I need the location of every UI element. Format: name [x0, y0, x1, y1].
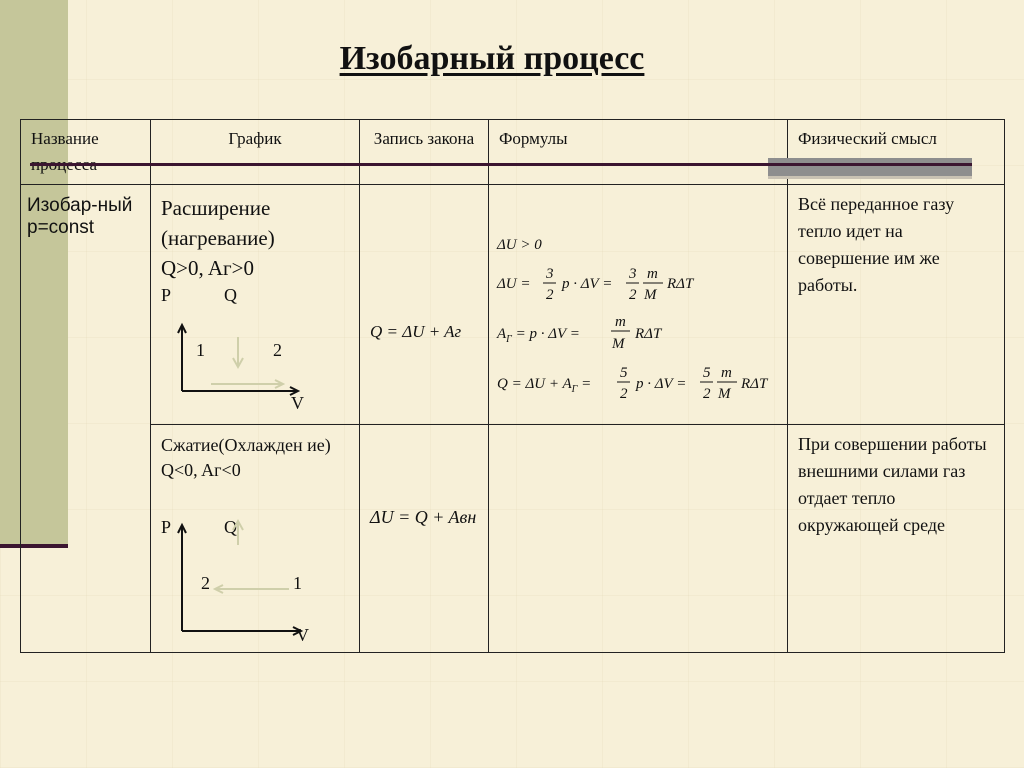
- process-name-cell: [21, 185, 151, 653]
- meaning-compression-text: При совершении работы внешними силами газ отдает тепло окружающей среде: [798, 434, 987, 535]
- law-compression-cell: [360, 425, 489, 653]
- compression-condition: Q<0, Aг<0: [161, 460, 241, 480]
- svg-text:ΔU =: ΔU =: [497, 276, 531, 292]
- svg-text:2: 2: [546, 287, 554, 303]
- svg-text:p · ΔV =: p · ΔV =: [636, 376, 687, 392]
- svg-text:M: M: [718, 386, 731, 402]
- formulas-expansion-cell: [489, 185, 788, 425]
- decoration-horizontal-line: [30, 163, 972, 166]
- compression-title: Сжатие(Охлажден ие): [161, 435, 331, 455]
- svg-text:2: 2: [620, 386, 628, 402]
- graph-compression-cell: [151, 425, 360, 653]
- axis-v-label-2: V: [296, 625, 309, 645]
- svg-text:p · ΔV =: p · ΔV =: [562, 276, 613, 292]
- process-name-text: Изобар-ный p=const: [27, 195, 133, 238]
- law-compression: ΔU = Q + Aвн: [370, 507, 477, 527]
- expansion-title: Расширение (нагревание): [161, 196, 275, 250]
- point-2-label: 2: [273, 340, 282, 360]
- process-table: [20, 119, 1005, 653]
- svg-text:m: m: [615, 314, 626, 330]
- meaning-compression-cell: [788, 425, 1005, 653]
- header-process-name: Название: [21, 120, 151, 185]
- expansion-pv-diagram: [151, 185, 360, 425]
- header-meaning: Физический смысл: [788, 120, 1005, 185]
- law-expansion: Q = ΔU + Aг: [370, 322, 462, 341]
- header-law: Запись закона: [360, 120, 489, 185]
- axis-v-label: V: [291, 393, 304, 413]
- formulas-compression-cell: [489, 425, 788, 653]
- svg-text:M: M: [644, 287, 657, 303]
- law-expansion-cell: [360, 185, 489, 425]
- svg-text:2: 2: [629, 287, 637, 303]
- svg-text:RΔT: RΔT: [667, 276, 694, 292]
- formulas-expansion: [489, 185, 788, 425]
- q-label: Q: [224, 285, 237, 305]
- decoration-grey-bar: [768, 158, 972, 178]
- compression-pv-diagram: [151, 425, 360, 653]
- point-1-label-2: 1: [293, 573, 302, 593]
- point-1-label: 1: [196, 340, 205, 360]
- svg-text:RΔT: RΔT: [741, 376, 768, 392]
- graph-expansion-cell: [151, 185, 360, 425]
- svg-text:M: M: [612, 336, 625, 352]
- svg-text:ΔU > 0: ΔU > 0: [497, 237, 542, 253]
- svg-text:5: 5: [620, 365, 628, 381]
- svg-text:RΔT: RΔT: [635, 326, 662, 342]
- svg-text:3: 3: [546, 266, 554, 282]
- decoration-grey-bar-shadow: [768, 176, 972, 179]
- expansion-condition: Q>0, Aг>0: [161, 256, 254, 280]
- header-formulas: Формулы: [489, 120, 788, 185]
- axis-p-label-2: P: [161, 517, 172, 537]
- svg-text:Q = ΔU + AГ =: $Q = \Delta U + A_Г$ =: [497, 376, 592, 395]
- meaning-expansion-text: Всё переданное газу тепло идет на совершение им же работы.: [798, 194, 955, 295]
- meaning-expansion-cell: [788, 185, 1005, 425]
- svg-text:5: 5: [703, 365, 711, 381]
- svg-text:3: 3: [629, 266, 637, 282]
- svg-text:2: 2: [703, 386, 711, 402]
- header-graph: График: [151, 120, 360, 185]
- svg-text:m: m: [647, 266, 658, 282]
- point-2-label-2: 2: [201, 573, 210, 593]
- svg-text:AГ = p · ΔV =: $A_Г = p \cdot \Delta V$ =: [497, 326, 580, 345]
- q-label-2: Q: [224, 517, 237, 537]
- svg-text:m: m: [721, 365, 732, 381]
- slide-title: Изобарный процесс: [339, 40, 645, 77]
- axis-p-label: P: [161, 285, 172, 305]
